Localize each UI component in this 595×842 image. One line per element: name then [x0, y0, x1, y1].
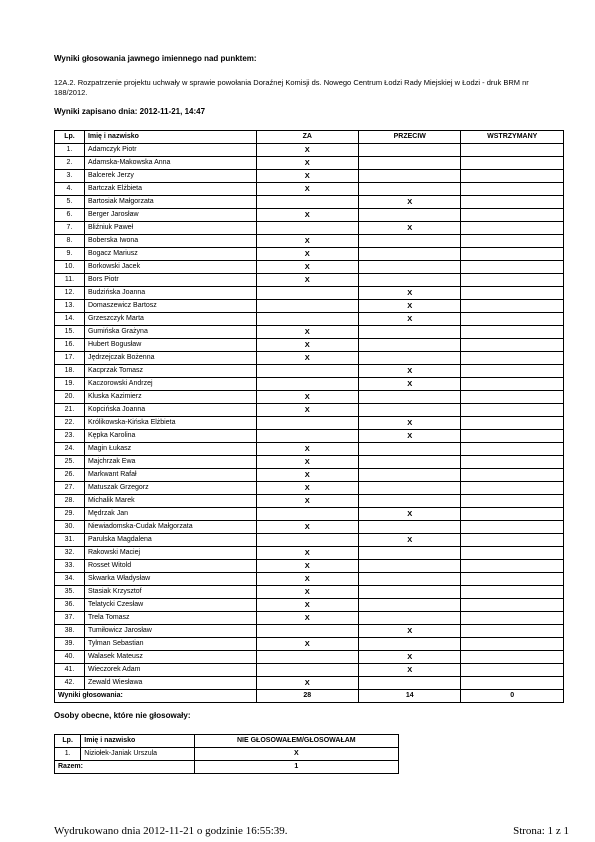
- row-lp: 12.: [55, 287, 85, 300]
- row-name: Rosset Witold: [84, 560, 256, 573]
- row-name: Hubert Bogusław: [84, 339, 256, 352]
- row-przeciw: [359, 261, 461, 274]
- row-przeciw: X: [359, 430, 461, 443]
- row-lp: 21.: [55, 404, 85, 417]
- row-za: [256, 417, 358, 430]
- row-lp: 42.: [55, 677, 85, 690]
- row-przeciw: [359, 638, 461, 651]
- row-przeciw: [359, 209, 461, 222]
- row-wstrzymany: [461, 170, 564, 183]
- row-za: [256, 534, 358, 547]
- table-row: [55, 261, 564, 274]
- table-row: [55, 664, 564, 677]
- present-row-lp: 1.: [55, 748, 81, 761]
- row-za: X: [256, 521, 358, 534]
- row-lp: 18.: [55, 365, 85, 378]
- row-wstrzymany: [461, 443, 564, 456]
- row-wstrzymany: [461, 287, 564, 300]
- row-przeciw: [359, 482, 461, 495]
- table-row: [55, 404, 564, 417]
- row-wstrzymany: [461, 456, 564, 469]
- row-lp: 32.: [55, 547, 85, 560]
- row-name: Trela Tomasz: [84, 612, 256, 625]
- row-przeciw: [359, 404, 461, 417]
- row-za: X: [256, 469, 358, 482]
- row-za: [256, 378, 358, 391]
- row-za: X: [256, 261, 358, 274]
- row-przeciw: [359, 573, 461, 586]
- row-przeciw: [359, 235, 461, 248]
- row-przeciw: [359, 456, 461, 469]
- row-lp: 27.: [55, 482, 85, 495]
- row-lp: 17.: [55, 352, 85, 365]
- saved-timestamp: Wyniki zapisano dnia: 2012-11-21, 14:47: [54, 107, 206, 116]
- row-za: X: [256, 183, 358, 196]
- present-row-name: Niziołek-Janiak Urszula: [81, 748, 194, 761]
- row-name: Matuszak Grzegorz: [84, 482, 256, 495]
- row-przeciw: X: [359, 300, 461, 313]
- row-wstrzymany: [461, 482, 564, 495]
- table-row: [55, 573, 564, 586]
- row-wstrzymany: [461, 521, 564, 534]
- row-name: Telatycki Czesław: [84, 599, 256, 612]
- present-summary-value: 1: [194, 761, 398, 774]
- table-row: [55, 352, 564, 365]
- row-wstrzymany: [461, 560, 564, 573]
- row-przeciw: X: [359, 222, 461, 235]
- row-lp: 29.: [55, 508, 85, 521]
- row-za: X: [256, 404, 358, 417]
- header-wstrzymany: WSTRZYMANY: [461, 131, 564, 144]
- row-lp: 37.: [55, 612, 85, 625]
- table-row: [55, 560, 564, 573]
- row-name: Kępka Karolina: [84, 430, 256, 443]
- row-przeciw: [359, 547, 461, 560]
- table-row: [55, 469, 564, 482]
- table-row: [55, 235, 564, 248]
- row-za: X: [256, 235, 358, 248]
- table-row: [55, 157, 564, 170]
- votes-header-row: [55, 131, 564, 144]
- document-title: Wyniki głosowania jawnego imiennego nad punktem:: [54, 54, 257, 63]
- row-lp: 41.: [55, 664, 85, 677]
- row-przeciw: X: [359, 196, 461, 209]
- row-lp: 5.: [55, 196, 85, 209]
- row-name: Michalik Marek: [84, 495, 256, 508]
- row-przeciw: [359, 183, 461, 196]
- table-row: [55, 625, 564, 638]
- row-name: Magin Łukasz: [84, 443, 256, 456]
- table-row: [55, 521, 564, 534]
- row-wstrzymany: [461, 404, 564, 417]
- row-lp: 1.: [55, 144, 85, 157]
- row-lp: 39.: [55, 638, 85, 651]
- row-przeciw: [359, 274, 461, 287]
- row-za: X: [256, 443, 358, 456]
- table-row: [55, 144, 564, 157]
- row-za: [256, 430, 358, 443]
- agenda-item-description: 12A.2. Rozpatrzenie projektu uchwały w sprawie powołania Doraźnej Komisji ds. Nowego Centrum Łodzi Rady Miejskiej w Łodzi - druk BRM nr 188/2012.: [54, 78, 529, 97]
- row-wstrzymany: [461, 547, 564, 560]
- page-number: Strona: 1 z 1: [513, 825, 569, 837]
- row-wstrzymany: [461, 638, 564, 651]
- row-za: X: [256, 144, 358, 157]
- row-wstrzymany: [461, 144, 564, 157]
- row-lp: 16.: [55, 339, 85, 352]
- table-row: [55, 287, 564, 300]
- table-row: [55, 482, 564, 495]
- row-lp: 10.: [55, 261, 85, 274]
- row-name: Adamczyk Piotr: [84, 144, 256, 157]
- row-przeciw: X: [359, 313, 461, 326]
- row-name: Adamska-Makowska Anna: [84, 157, 256, 170]
- row-wstrzymany: [461, 612, 564, 625]
- row-lp: 6.: [55, 209, 85, 222]
- table-row: [55, 183, 564, 196]
- row-name: Walasek Mateusz: [84, 651, 256, 664]
- row-za: X: [256, 170, 358, 183]
- row-przeciw: [359, 469, 461, 482]
- row-lp: 19.: [55, 378, 85, 391]
- table-row: [55, 196, 564, 209]
- row-za: X: [256, 599, 358, 612]
- row-name: Majchrzak Ewa: [84, 456, 256, 469]
- table-row: [55, 534, 564, 547]
- row-przeciw: [359, 612, 461, 625]
- row-za: X: [256, 274, 358, 287]
- row-wstrzymany: [461, 586, 564, 599]
- present-table: [54, 734, 399, 774]
- row-przeciw: [359, 599, 461, 612]
- row-wstrzymany: [461, 222, 564, 235]
- row-za: [256, 196, 358, 209]
- row-lp: 24.: [55, 443, 85, 456]
- row-lp: 28.: [55, 495, 85, 508]
- row-lp: 20.: [55, 391, 85, 404]
- row-wstrzymany: [461, 300, 564, 313]
- row-za: X: [256, 248, 358, 261]
- row-lp: 40.: [55, 651, 85, 664]
- row-lp: 33.: [55, 560, 85, 573]
- row-lp: 35.: [55, 586, 85, 599]
- table-row: [55, 508, 564, 521]
- row-za: X: [256, 391, 358, 404]
- row-za: [256, 625, 358, 638]
- row-lp: 15.: [55, 326, 85, 339]
- summary-label: Wyniki głosowania:: [55, 690, 257, 703]
- row-wstrzymany: [461, 248, 564, 261]
- row-name: Markwant Rafał: [84, 469, 256, 482]
- row-name: Berger Jarosław: [84, 209, 256, 222]
- row-wstrzymany: [461, 196, 564, 209]
- present-header-status: NIE GŁOSOWAŁEM/GŁOSOWAŁAM: [194, 735, 398, 748]
- row-wstrzymany: [461, 573, 564, 586]
- row-name: Bors Piotr: [84, 274, 256, 287]
- row-name: Grzeszczyk Marta: [84, 313, 256, 326]
- row-wstrzymany: [461, 495, 564, 508]
- row-wstrzymany: [461, 664, 564, 677]
- row-wstrzymany: [461, 183, 564, 196]
- row-przeciw: [359, 391, 461, 404]
- row-name: Parulska Magdalena: [84, 534, 256, 547]
- row-za: X: [256, 456, 358, 469]
- row-lp: 2.: [55, 157, 85, 170]
- row-wstrzymany: [461, 326, 564, 339]
- row-przeciw: [359, 144, 461, 157]
- row-wstrzymany: [461, 391, 564, 404]
- row-name: Bliźniuk Paweł: [84, 222, 256, 235]
- row-name: Rakowski Maciej: [84, 547, 256, 560]
- row-przeciw: [359, 157, 461, 170]
- row-lp: 34.: [55, 573, 85, 586]
- row-name: Mędrzak Jan: [84, 508, 256, 521]
- row-przeciw: [359, 248, 461, 261]
- row-name: Bartczak Elżbieta: [84, 183, 256, 196]
- votes-summary-row: [55, 690, 564, 703]
- row-przeciw: [359, 326, 461, 339]
- header-lp: Lp.: [55, 131, 85, 144]
- table-row: [55, 677, 564, 690]
- row-przeciw: X: [359, 365, 461, 378]
- row-wstrzymany: [461, 417, 564, 430]
- row-lp: 36.: [55, 599, 85, 612]
- table-row: [55, 378, 564, 391]
- row-za: [256, 365, 358, 378]
- row-za: [256, 651, 358, 664]
- row-za: X: [256, 560, 358, 573]
- row-wstrzymany: [461, 677, 564, 690]
- row-za: X: [256, 352, 358, 365]
- table-row: [55, 248, 564, 261]
- row-name: Niewiadomska-Cudak Małgorzata: [84, 521, 256, 534]
- table-row: [55, 222, 564, 235]
- row-przeciw: X: [359, 651, 461, 664]
- row-lp: 3.: [55, 170, 85, 183]
- row-wstrzymany: [461, 339, 564, 352]
- row-za: X: [256, 209, 358, 222]
- row-name: Budzińska Joanna: [84, 287, 256, 300]
- table-row: [55, 391, 564, 404]
- table-row: [55, 748, 399, 761]
- row-za: [256, 287, 358, 300]
- table-row: [55, 612, 564, 625]
- row-name: Bartosiak Małgorzata: [84, 196, 256, 209]
- row-name: Królikowska-Kińska Elżbieta: [84, 417, 256, 430]
- row-lp: 4.: [55, 183, 85, 196]
- row-przeciw: [359, 495, 461, 508]
- row-przeciw: X: [359, 625, 461, 638]
- row-wstrzymany: [461, 651, 564, 664]
- table-row: [55, 365, 564, 378]
- print-date: Wydrukowano dnia 2012-11-21 o godzinie 16:55:39.: [54, 825, 288, 837]
- row-przeciw: X: [359, 508, 461, 521]
- present-row-status: X: [194, 748, 398, 761]
- row-name: Kaczorowski Andrzej: [84, 378, 256, 391]
- row-przeciw: [359, 443, 461, 456]
- row-przeciw: [359, 339, 461, 352]
- row-za: [256, 222, 358, 235]
- row-lp: 31.: [55, 534, 85, 547]
- table-row: [55, 456, 564, 469]
- row-za: [256, 508, 358, 521]
- row-przeciw: [359, 521, 461, 534]
- row-lp: 22.: [55, 417, 85, 430]
- row-za: X: [256, 339, 358, 352]
- row-lp: 14.: [55, 313, 85, 326]
- table-row: [55, 651, 564, 664]
- row-wstrzymany: [461, 534, 564, 547]
- present-not-voting-title: Osoby obecne, które nie głosowały:: [54, 711, 191, 720]
- row-wstrzymany: [461, 235, 564, 248]
- row-lp: 11.: [55, 274, 85, 287]
- present-summary-row: [55, 761, 399, 774]
- table-row: [55, 638, 564, 651]
- present-header-name: Imię i nazwisko: [81, 735, 194, 748]
- row-lp: 25.: [55, 456, 85, 469]
- row-wstrzymany: [461, 261, 564, 274]
- table-row: [55, 547, 564, 560]
- present-header-row: [55, 735, 399, 748]
- row-przeciw: [359, 170, 461, 183]
- row-name: Kopcińska Joanna: [84, 404, 256, 417]
- table-row: [55, 339, 564, 352]
- table-row: [55, 209, 564, 222]
- row-wstrzymany: [461, 430, 564, 443]
- row-za: [256, 664, 358, 677]
- summary-za: 28: [256, 690, 358, 703]
- summary-przeciw: 14: [359, 690, 461, 703]
- row-za: X: [256, 482, 358, 495]
- row-wstrzymany: [461, 378, 564, 391]
- table-row: [55, 443, 564, 456]
- row-name: Bogacz Mariusz: [84, 248, 256, 261]
- row-lp: 23.: [55, 430, 85, 443]
- row-name: Domaszewicz Bartosz: [84, 300, 256, 313]
- row-name: Kluska Kazimierz: [84, 391, 256, 404]
- summary-wstrzymany: 0: [461, 690, 564, 703]
- row-lp: 30.: [55, 521, 85, 534]
- row-przeciw: X: [359, 417, 461, 430]
- table-row: [55, 313, 564, 326]
- row-za: X: [256, 638, 358, 651]
- table-row: [55, 417, 564, 430]
- row-name: Borkowski Jacek: [84, 261, 256, 274]
- row-name: Tylman Sebastian: [84, 638, 256, 651]
- row-przeciw: X: [359, 378, 461, 391]
- row-wstrzymany: [461, 625, 564, 638]
- row-wstrzymany: [461, 209, 564, 222]
- row-name: Wieczorek Adam: [84, 664, 256, 677]
- table-row: [55, 274, 564, 287]
- row-za: X: [256, 495, 358, 508]
- row-name: Skwarka Władysław: [84, 573, 256, 586]
- row-wstrzymany: [461, 274, 564, 287]
- row-wstrzymany: [461, 365, 564, 378]
- present-summary-label: Razem:: [55, 761, 195, 774]
- header-za: ZA: [256, 131, 358, 144]
- header-przeciw: PRZECIW: [359, 131, 461, 144]
- table-row: [55, 430, 564, 443]
- row-lp: 9.: [55, 248, 85, 261]
- row-przeciw: [359, 560, 461, 573]
- table-row: [55, 599, 564, 612]
- row-przeciw: X: [359, 664, 461, 677]
- row-wstrzymany: [461, 508, 564, 521]
- row-name: Gumińska Grażyna: [84, 326, 256, 339]
- header-name: Imię i nazwisko: [84, 131, 256, 144]
- row-wstrzymany: [461, 352, 564, 365]
- row-wstrzymany: [461, 469, 564, 482]
- row-name: Jędrzejczak Bożenna: [84, 352, 256, 365]
- row-za: [256, 313, 358, 326]
- row-name: Stasiak Krzysztof: [84, 586, 256, 599]
- row-name: Balcerek Jerzy: [84, 170, 256, 183]
- table-row: [55, 170, 564, 183]
- row-przeciw: X: [359, 287, 461, 300]
- row-za: X: [256, 586, 358, 599]
- votes-table: [54, 130, 564, 703]
- present-header-lp: Lp.: [55, 735, 81, 748]
- row-lp: 7.: [55, 222, 85, 235]
- row-za: X: [256, 612, 358, 625]
- row-za: X: [256, 547, 358, 560]
- row-name: Boberska Iwona: [84, 235, 256, 248]
- table-row: [55, 586, 564, 599]
- row-za: X: [256, 157, 358, 170]
- row-wstrzymany: [461, 157, 564, 170]
- row-lp: 26.: [55, 469, 85, 482]
- row-name: Kacprzak Tomasz: [84, 365, 256, 378]
- row-za: X: [256, 573, 358, 586]
- table-row: [55, 326, 564, 339]
- table-row: [55, 300, 564, 313]
- row-przeciw: X: [359, 534, 461, 547]
- row-za: X: [256, 677, 358, 690]
- row-wstrzymany: [461, 313, 564, 326]
- row-przeciw: [359, 352, 461, 365]
- table-row: [55, 495, 564, 508]
- row-przeciw: [359, 586, 461, 599]
- row-lp: 38.: [55, 625, 85, 638]
- row-za: [256, 300, 358, 313]
- row-name: Zewald Wiesława: [84, 677, 256, 690]
- row-lp: 13.: [55, 300, 85, 313]
- row-przeciw: [359, 677, 461, 690]
- row-za: X: [256, 326, 358, 339]
- row-name: Tumiłowicz Jarosław: [84, 625, 256, 638]
- row-lp: 8.: [55, 235, 85, 248]
- row-wstrzymany: [461, 599, 564, 612]
